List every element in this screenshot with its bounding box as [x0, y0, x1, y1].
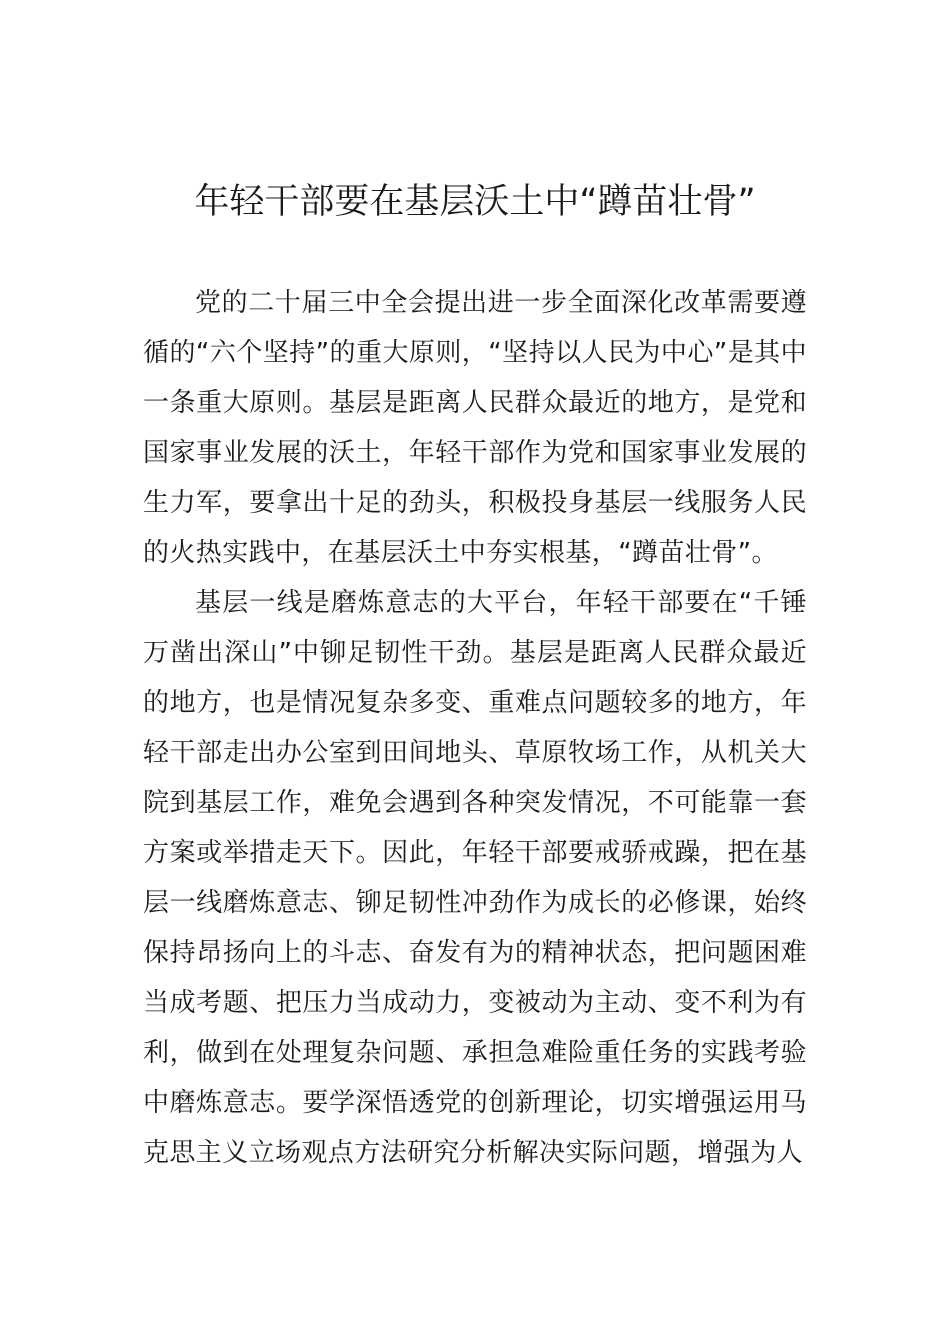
paragraph: 基层一线是磨炼意志的大平台，年轻干部要在“千锤万凿出深山”中铆足韧性干劲。基层是距离人民群众最近的地方，也是情况复杂多变、重难点问题较多的地方，年轻干部走出办公室到田间地头、草原牧场工作，从机关大院到基层工作，难免会遇到各种突发情况，不可能靠一套方案或举措走天下。因此，年轻干部要戒骄戒躁，把在基层一线磨炼意志、铆足韧性冲劲作为成长的必修课，始终保持昂扬向上的斗志、奋发有为的精神状态，把问题困难当成考题、把压力当成动力，变被动为主动、变不利为有利，做到在处理复杂问题、承担急难险重任务的实践考验中磨炼意志。要学深悟透党的创新理论，切实增强运用马克思主义立场观点方法研究分析解决实际问题，增强为人	[143, 588, 807, 1168]
document-body	[143, 278, 807, 1178]
document-title: 年轻干部要在基层沃土中“蹲苗壮骨”	[194, 182, 756, 222]
paragraph: 党的二十届三中全会提出进一步全面深化改革需要遵循的“六个坚持”的重大原则，“坚持以人民为中心”是其中一条重大原则。基层是距离人民群众最近的地方，是党和国家事业发展的沃土，年轻干部作为党和国家事业发展的生力军，要拿出十足的劲头，积极投身基层一线服务人民的火热实践中，在基层沃土中夯实根基，“蹲苗壮骨”。	[143, 288, 807, 568]
